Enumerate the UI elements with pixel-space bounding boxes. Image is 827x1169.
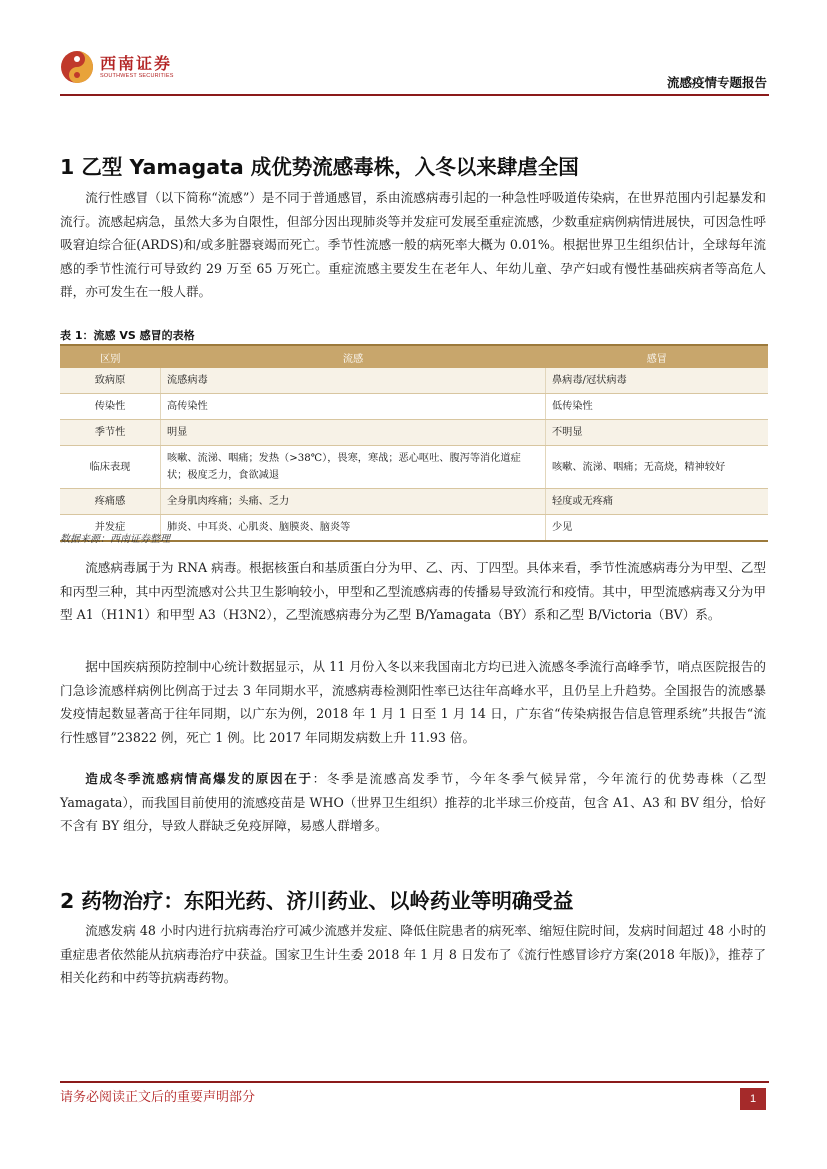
table-cell: 轻度或无疼痛	[546, 489, 769, 515]
table-row	[60, 446, 768, 489]
table-row	[60, 368, 768, 394]
table-header-cell: 区别	[60, 345, 161, 368]
table-cell: 肺炎、中耳炎、心肌炎、脑膜炎、脑炎等	[161, 515, 546, 542]
page-number: 1	[740, 1088, 766, 1110]
section-1-paragraph-1: 流行性感冒（以下简称“流感”）是不同于普通感冒，系由流感病毒引起的一种急性呼吸道传染病，在世界范围内引起暴发和流行。流感起病急，虽然大多为自限性，但部分因出现肺炎等并发症可发展至重症流感，少数重症病例病情进展快，可因急性呼吸窘迫综合征(ARDS)和/或多脏器衰竭而死亡。季节性流感一般的病死率大概为 0.01%。根据世界卫生组织估计，全球每年流感的季节性流行可导致约 29 万至 65 万死亡。重症流感主要发生在老年人、年幼儿童、孕产妇或有慢性基础疾病者等高危人群，亦可发生在一般人群。	[60, 190, 766, 299]
table-cell: 不明显	[546, 420, 769, 446]
table-cell: 临床表现	[60, 446, 161, 489]
table-title: 表 1：流感 VS 感冒的表格	[60, 329, 195, 342]
logo-mark-icon	[60, 50, 94, 84]
table-cell: 鼻病毒/冠状病毒	[546, 368, 769, 394]
table-header-cell: 流感	[161, 345, 546, 368]
table-cell: 致病原	[60, 368, 161, 394]
table-cell: 明显	[161, 420, 546, 446]
paragraph-lead-bold: 造成冬季流感病情高爆发的原因在于	[85, 771, 313, 786]
report-title: 流感疫情专题报告	[666, 75, 767, 90]
table-row	[60, 394, 768, 420]
table-row	[60, 489, 768, 515]
section-1-paragraph-2: 流感病毒属于为 RNA 病毒。根据核蛋白和基质蛋白分为甲、乙、丙、丁四型。具体来看，季节性流感病毒分为甲型、乙型和丙型三种，其中丙型流感对公共卫生影响较小，甲型和乙型流感病毒的传播易导致流行和疫情。其中，甲型流感病毒又分为甲型 A1（H1N1）和甲型 A3（H3N2），乙型流感病毒分为乙型 B/Yamagata（BY）系和乙型 B/Victoria（BV）系。	[60, 560, 766, 622]
table-cell: 咳嗽、流涕、咽痛；发热（>38℃），畏寒，寒战；恶心呕吐、腹泻等消化道症状；极度乏力，食欲减退	[161, 446, 546, 489]
table-header-row	[60, 345, 768, 368]
table-row	[60, 420, 768, 446]
header-divider	[60, 94, 769, 96]
comparison-table	[60, 344, 768, 542]
logo-chinese-name: 西南证券	[100, 54, 173, 73]
section-2-paragraph-1: 流感发病 48 小时内进行抗病毒治疗可减少流感并发症、降低住院患者的病死率、缩短住院时间，发病时间超过 48 小时的重症患者依然能从抗病毒治疗中获益。国家卫生计生委 2018 年 1 月 8 日发布了《流行性感冒诊疗方案(2018 年版)》，推荐了相关化药和中药等抗病毒药物。	[60, 923, 766, 985]
section-2-heading: 2 药物治疗：东阳光药、济川药业、以岭药业等明确受益	[60, 889, 574, 913]
company-logo	[60, 50, 174, 84]
table-cell: 咳嗽、流涕、咽痛；无高烧，精神较好	[546, 446, 769, 489]
section-1-heading: 1 乙型 Yamagata 成优势流感毒株，入冬以来肆虐全国	[60, 155, 579, 179]
table-cell: 传染性	[60, 394, 161, 420]
table-cell: 并发症	[60, 515, 161, 542]
table-cell: 疼痛感	[60, 489, 161, 515]
table-cell: 低传染性	[546, 394, 769, 420]
table-cell: 少见	[546, 515, 769, 542]
paragraph-body: ：冬季是流感高发季节，今年冬季气候异常，今年流行的优势毒株（乙型 Yamagata），而我国目前使用的流感疫苗是 WHO（世界卫生组织）推荐的北半球三价疫苗，包含 A1、A3 和 BV 组分，恰好不含有 BY 组分，导致人群缺乏免疫屏障，易感人群增多。	[60, 771, 767, 833]
logo-english-name: SOUTHWEST SECURITIES	[100, 73, 174, 79]
footer-divider	[60, 1081, 769, 1083]
section-1-paragraph-3: 据中国疾病预防控制中心统计数据显示，从 11 月份入冬以来我国南北方均已进入流感冬季流行高峰季节，哨点医院报告的门急诊流感样病例比例高于过去 3 年同期水平，流感病毒检测阳性率已达往年高峰水平，且仍呈上升趋势。全国报告的流感暴发疫情起数显著高于往年同期，以广东为例，2018 年 1 月 1 日至 1 月 14 日，广东省“传染病报告信息管理系统”共报告“流行性感冒”23822 例，死亡 1 例。比 2017 年同期发病数上升 11.93 倍。	[60, 659, 766, 745]
table-header-cell: 感冒	[546, 345, 769, 368]
footer-disclaimer: 请务必阅读正文后的重要声明部分	[60, 1090, 256, 1105]
table-cell: 高传染性	[161, 394, 546, 420]
table-cell: 流感病毒	[161, 368, 546, 394]
table-cell: 全身肌肉疼痛；头痛、乏力	[161, 489, 546, 515]
table-source: 数据来源：西南证券整理	[60, 534, 170, 545]
table-cell: 季节性	[60, 420, 161, 446]
section-1-paragraph-4	[60, 767, 766, 838]
